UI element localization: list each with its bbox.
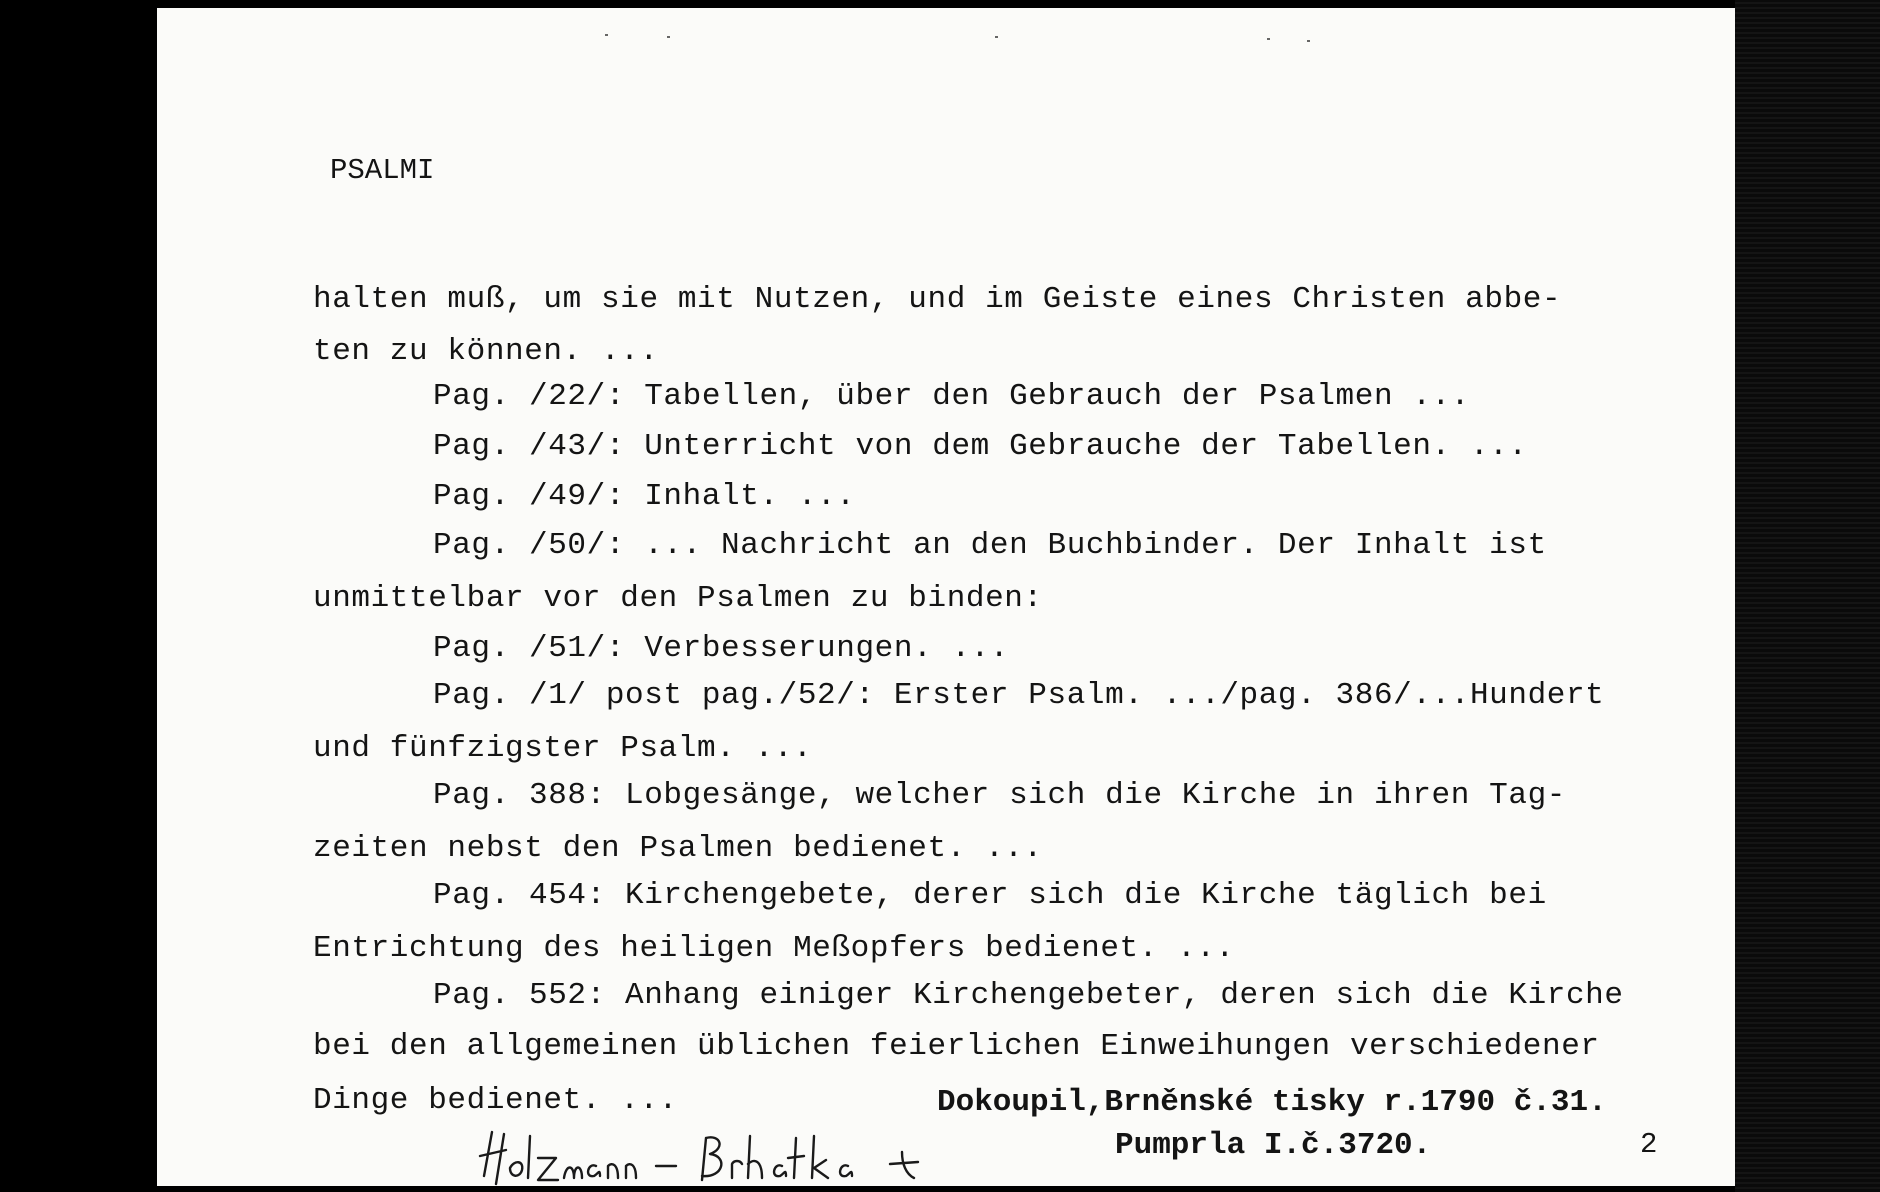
text-line-7: unmittelbar vor den Psalmen zu binden:: [313, 581, 1043, 616]
scan-edge-border: [1735, 0, 1880, 1192]
page-number: 2: [1640, 1128, 1658, 1161]
text-line-8: Pag. /51/: Verbesserungen. ...: [433, 631, 1010, 666]
text-line-16: bei den allgemeinen üblichen feierlichen Einweihungen verschiedener: [313, 1029, 1600, 1064]
text-line-15: Pag. 552: Anhang einiger Kirchengebeter, deren sich die Kirche: [433, 978, 1624, 1013]
text-line-9: Pag. /1/ post pag./52/: Erster Psalm. .../pag. 386/...Hundert: [433, 678, 1605, 713]
text-line-10: und fünfzigster Psalm. ...: [313, 731, 813, 766]
text-line-4: Pag. /43/: Unterricht von dem Gebrauche der Tabellen. ...: [433, 429, 1528, 464]
card-heading: PSALMI: [330, 154, 435, 187]
bibliography-line-1: Dokoupil,Brněnské tisky r.1790 č.31.: [937, 1085, 1607, 1120]
text-line-2: ten zu können. ...: [313, 334, 659, 369]
text-line-17: Dinge bedienet. ...: [313, 1083, 678, 1118]
text-line-12: zeiten nebst den Psalmen bedienet. ...: [313, 831, 1043, 866]
text-line-13: Pag. 454: Kirchengebete, derer sich die Kirche täglich bei: [433, 878, 1547, 913]
text-line-1: halten muß, um sie mit Nutzen, und im Geiste eines Christen abbe-: [313, 282, 1562, 317]
handwritten-signature: [470, 1124, 1050, 1192]
text-line-3: Pag. /22/: Tabellen, über den Gebrauch der Psalmen ...: [433, 379, 1470, 414]
text-line-14: Entrichtung des heiligen Meßopfers bedienet. ...: [313, 931, 1235, 966]
text-line-11: Pag. 388: Lobgesänge, welcher sich die Kirche in ihren Tag-: [433, 778, 1566, 813]
bibliography-line-2: Pumprla I.č.3720.: [1115, 1128, 1432, 1163]
text-line-6: Pag. /50/: ... Nachricht an den Buchbinder. Der Inhalt ist: [433, 528, 1547, 563]
text-line-5: Pag. /49/: Inhalt. ...: [433, 479, 856, 514]
